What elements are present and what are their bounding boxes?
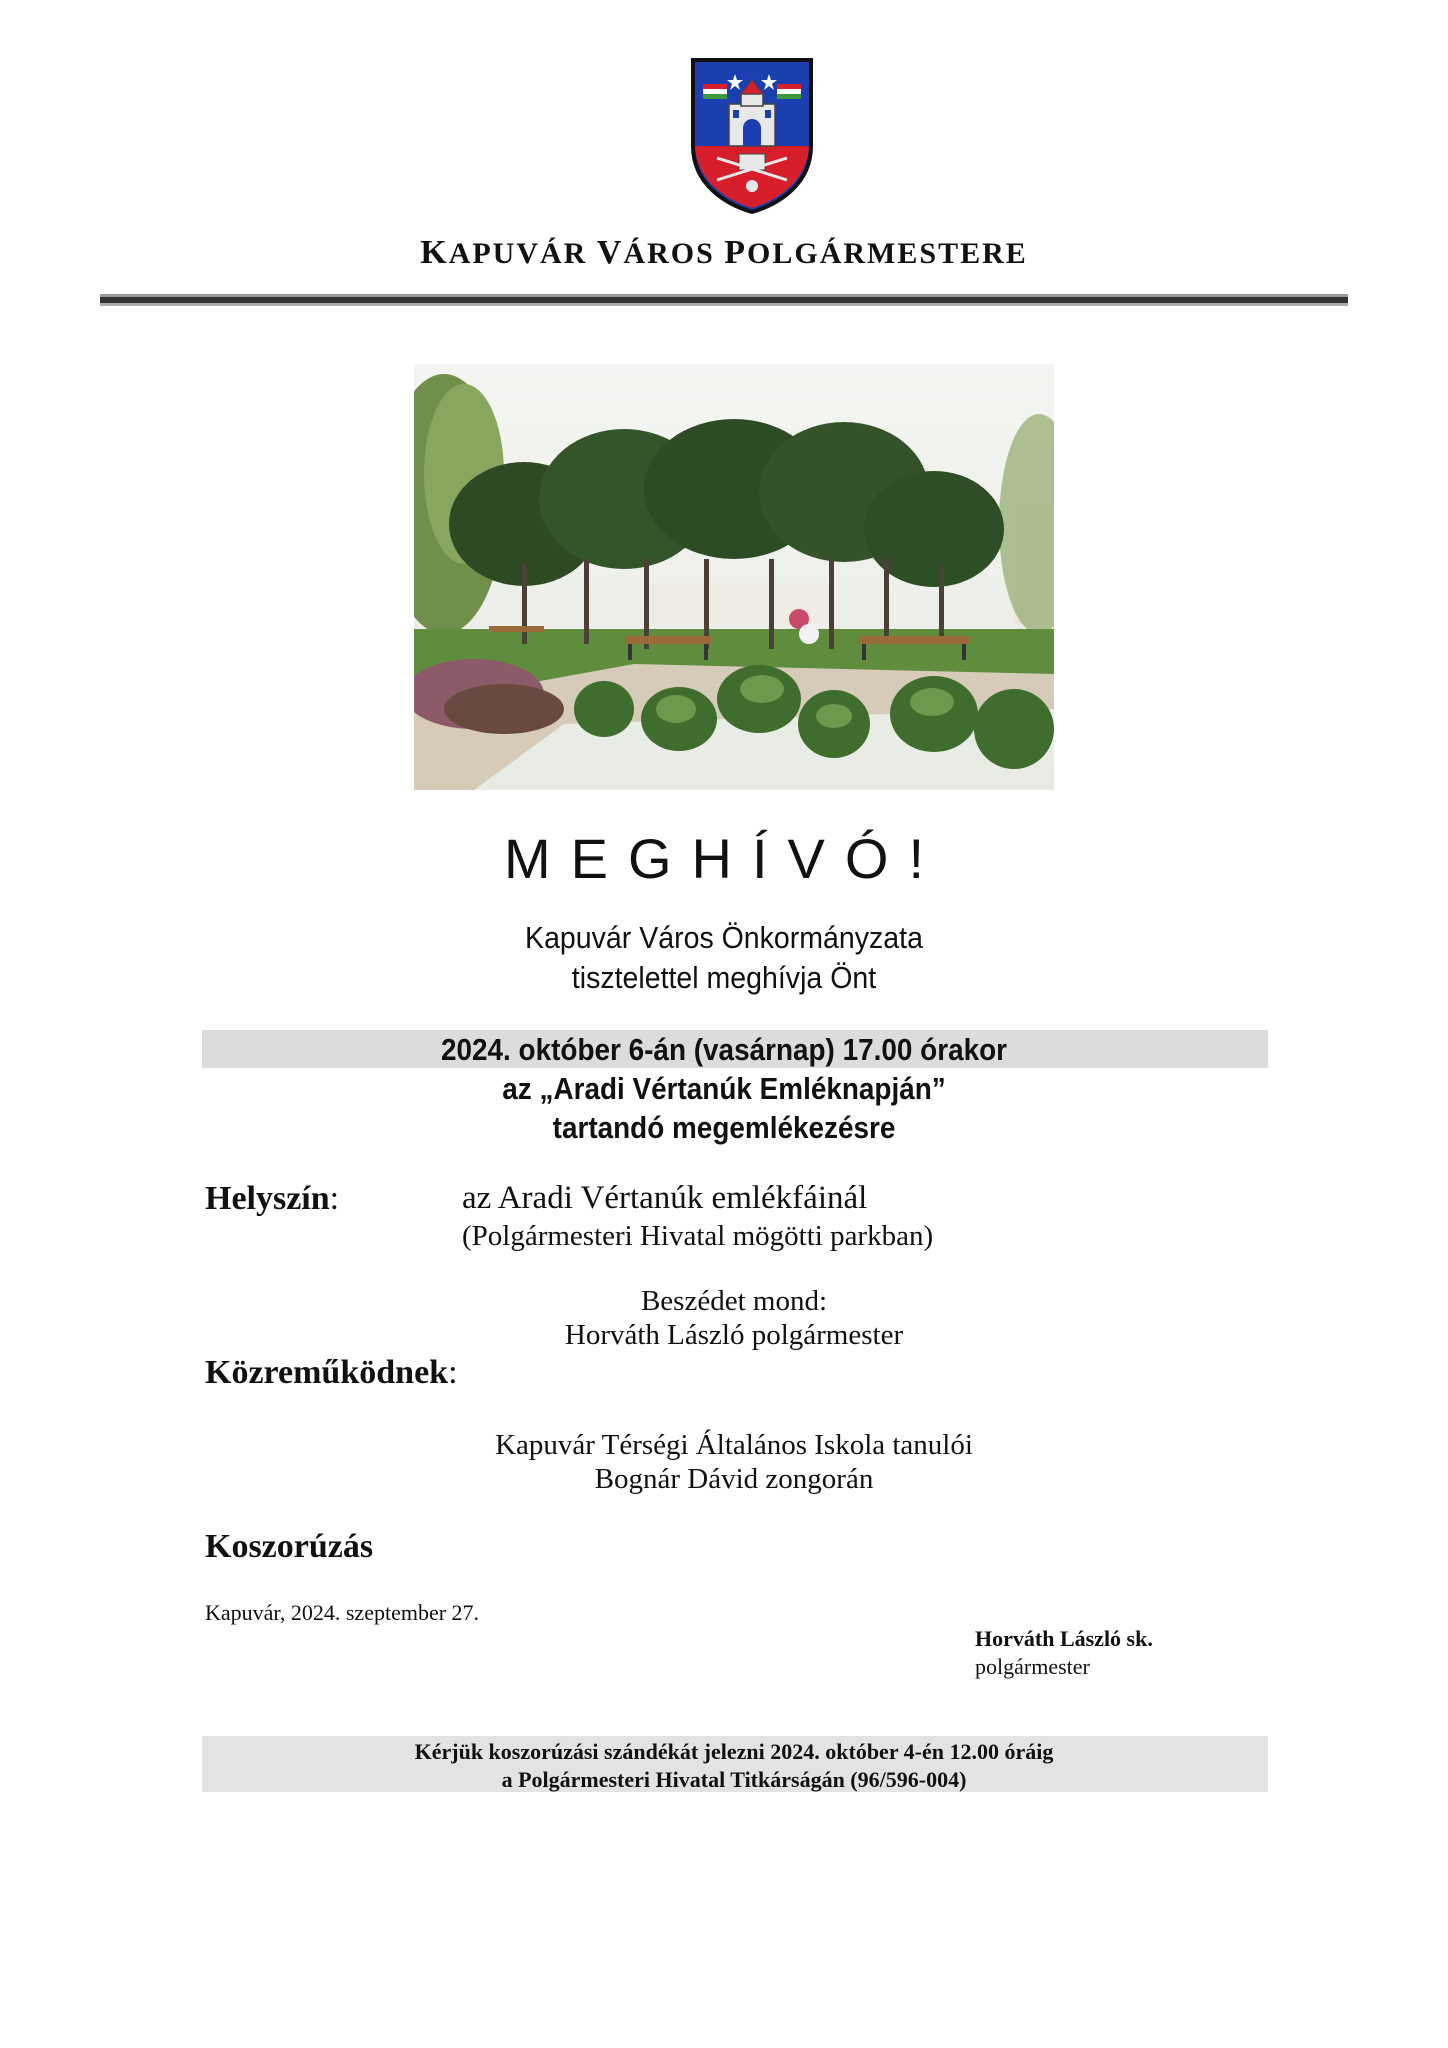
- speech-heading: Beszédet mond:: [640, 1285, 828, 1317]
- park-memorial-trees-photo: [414, 364, 1054, 790]
- invitation-title: MEGHÍVÓ!: [503, 827, 945, 890]
- header-divider: [100, 294, 1348, 308]
- signatory-name: Horváth László sk.: [975, 1626, 1153, 1651]
- event-details: [72, 1030, 1375, 1147]
- wreath-registration-note: [0, 1738, 1448, 1794]
- inviter-block: [58, 918, 1390, 998]
- issuer-word-1: KAPUVÁR: [420, 234, 588, 271]
- speaker-name: Horváth László polgármester: [564, 1319, 904, 1351]
- place-date: Kapuvár, 2024. szeptember 27.: [205, 1600, 480, 1625]
- contributors-list: [0, 1428, 1448, 1496]
- contributors-label: Közreműködnek:: [205, 1354, 458, 1391]
- kapuvar-coat-of-arms-icon: [689, 54, 815, 216]
- inviter-line-1: Kapuvár Város Önkormányzata: [525, 920, 923, 955]
- issuer-word-2: VÁROS: [596, 234, 715, 271]
- location-line-1: az Aradi Vértanúk emlékfáinál: [462, 1180, 868, 1216]
- inviter-line-2: tisztelettel meghívja Önt: [571, 960, 877, 995]
- contributor-1: Kapuvár Térségi Általános Iskola tanulói: [495, 1429, 973, 1461]
- note-line-2: a Polgármesteri Hivatal Titkárságán (96/596-004): [501, 1767, 967, 1792]
- event-date-line: 2024. október 6-án (vasárnap) 17.00 órakor: [440, 1032, 1008, 1067]
- speech-block: [0, 1284, 1448, 1352]
- note-line-1: Kérjük koszorúzási szándékát jelezni 2024. október 4-én 12.00 óráig: [414, 1739, 1054, 1764]
- event-occasion-line: az „Aradi Vértanúk Emléknapján”: [502, 1071, 946, 1106]
- location-label: Helyszín:: [205, 1180, 340, 1217]
- location-line-2: (Polgármesteri Hivatal mögötti parkban): [462, 1220, 934, 1252]
- issuer-heading: [0, 234, 1448, 272]
- wreath-laying-heading: Koszorúzás: [205, 1528, 374, 1565]
- signatory-title: polgármester: [975, 1654, 1090, 1679]
- event-purpose-line: tartandó megemlékezésre: [552, 1110, 896, 1145]
- issuer-word-3: POLGÁRMESTERE: [724, 234, 1028, 271]
- contributor-2: Bognár Dávid zongorán: [594, 1463, 874, 1495]
